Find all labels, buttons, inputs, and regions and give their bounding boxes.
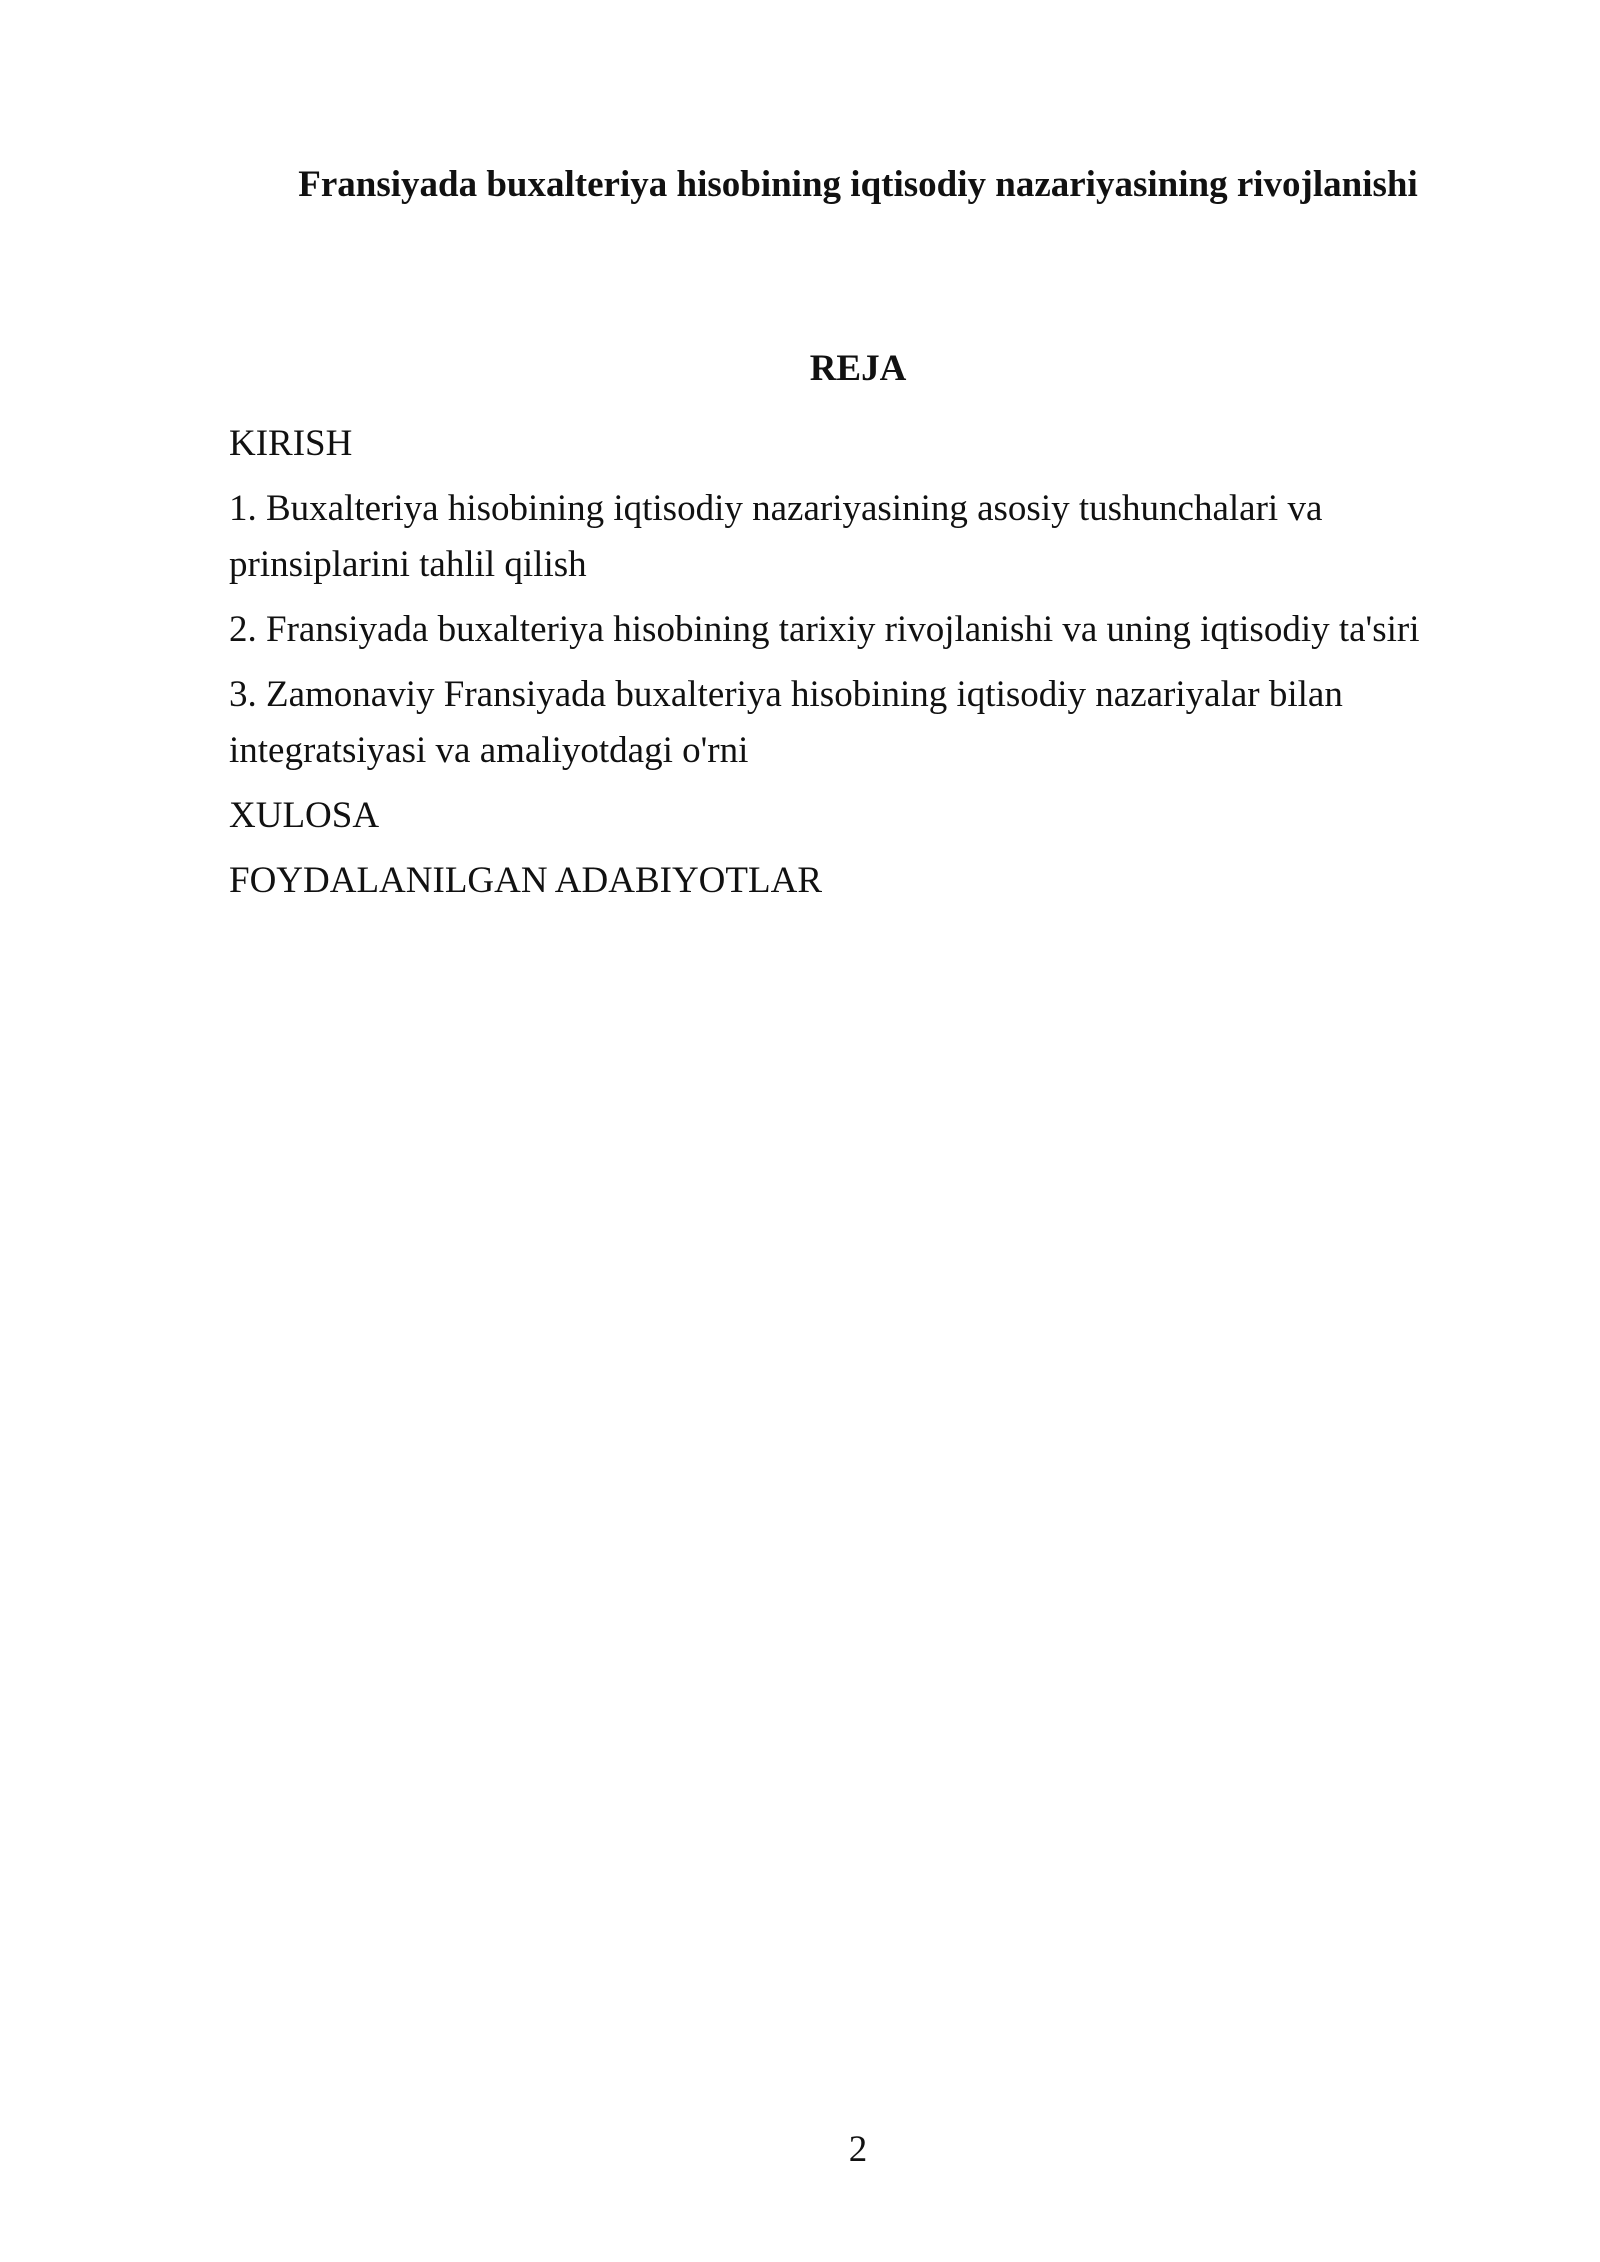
toc-item-references: FOYDALANILGAN ADABIYOTLAR [229, 860, 822, 901]
plan-heading: REJA [809, 348, 907, 389]
document-title: Fransiyada buxalteriya hisobining iqtisodiy nazariyasining rivojlanishi [298, 164, 1418, 205]
toc-item-1: 1. Buxalteriya hisobining iqtisodiy nazariyasining asosiy tushunchalari va prinsiplarini tahlil qilish [229, 488, 1323, 585]
page-number: 2 [848, 2129, 868, 2170]
toc-item-2: 2. Fransiyada buxalteriya hisobining tarixiy rivojlanishi va uning iqtisodiy ta'siri [229, 609, 1420, 650]
toc-item-3: 3. Zamonaviy Fransiyada buxalteriya hisobining iqtisodiy nazariyalar bilan integratsiyasi va amaliyotdagi o'rni [229, 674, 1343, 771]
toc-item-conclusion: XULOSA [229, 795, 380, 836]
toc-item-introduction: KIRISH [229, 423, 353, 464]
table-of-contents [229, 416, 1469, 918]
